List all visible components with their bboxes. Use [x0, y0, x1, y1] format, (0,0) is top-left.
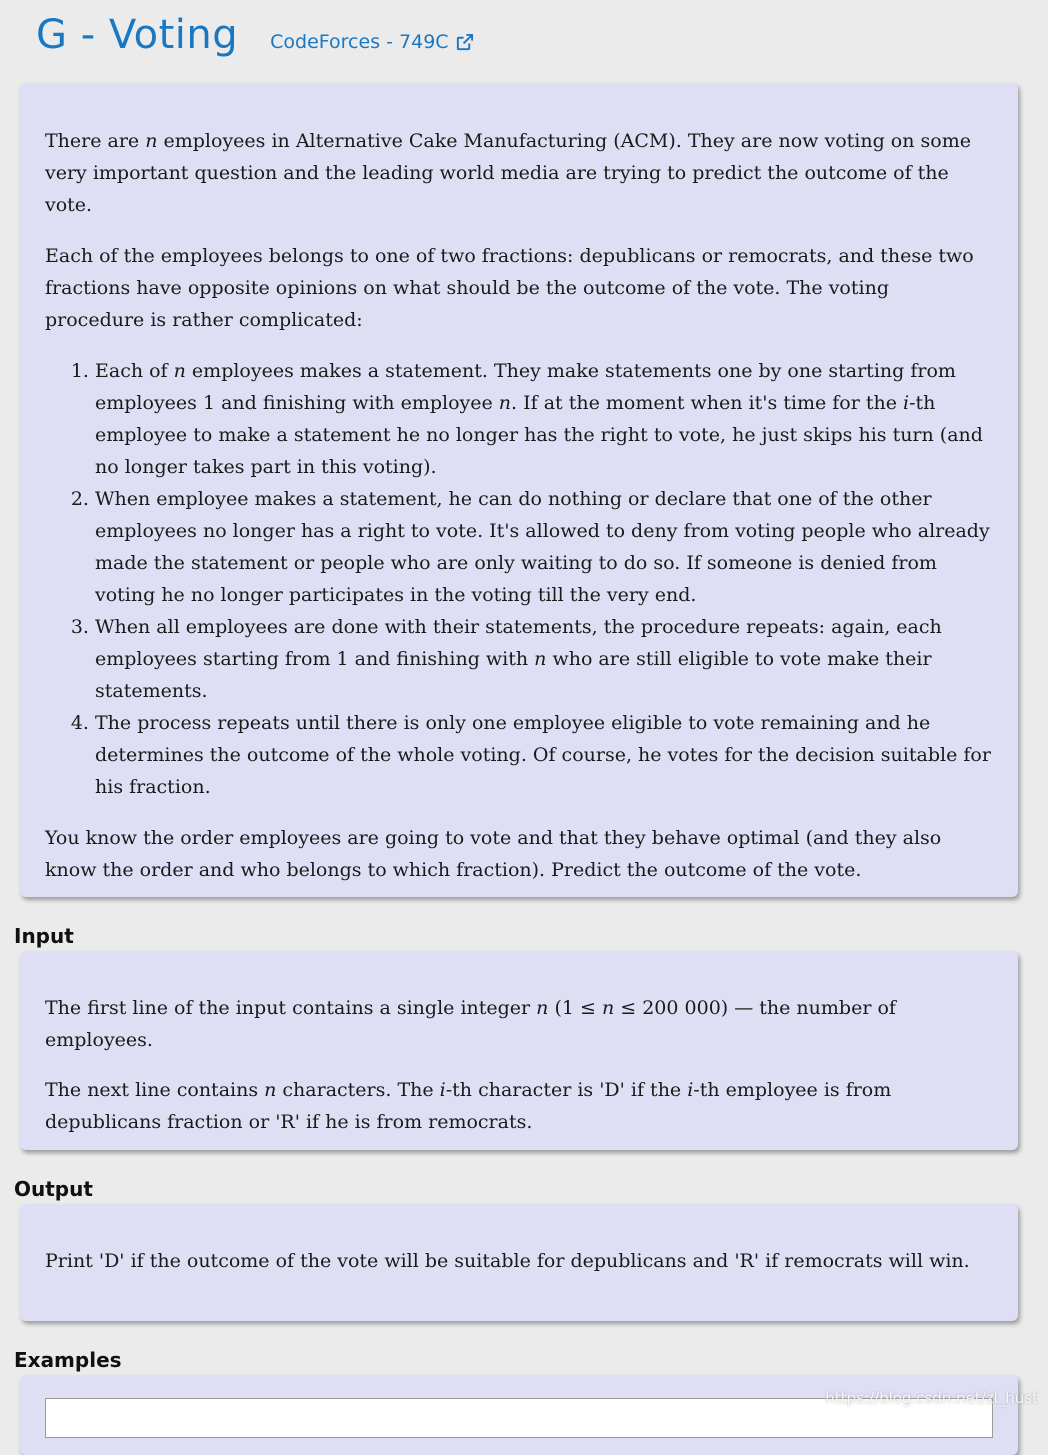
source-link[interactable] — [270, 31, 473, 53]
output-paragraph: Print 'D' if the outcome of the vote will be suitable for depublicans and 'R' if remocrats will win. — [45, 1250, 970, 1272]
examples-heading: Examples — [14, 1348, 122, 1372]
list-item: 4. The process repeats until there is only one employee eligible to vote remaining and he determines the outcome of the whole voting. Of course, he votes for the decision suitable for his fraction. — [95, 707, 994, 803]
output-heading: Output — [14, 1177, 93, 1201]
page-header — [36, 12, 474, 58]
watermark: https://blog.csdn.net/zl_hust — [825, 1389, 1038, 1407]
statement-paragraph-2: Each of the employees belongs to one of two fractions: depublicans or remocrats, and these two fractions have opposite opinions on what should be the outcome of the vote. The voting procedure is rather complicated: — [45, 245, 974, 331]
statement-paragraph-3: You know the order employees are going to vote and that they behave optimal (and they also know the order and who belongs to which fraction). Predict the outcome of the vote. — [45, 827, 942, 881]
external-link-icon — [455, 33, 474, 52]
input-paragraph-1: The first line of the input contains a single integer n (1 ≤ n ≤ 200 000) — the number of employees. — [45, 997, 896, 1051]
statement-paragraph-1: There are n employees in Alternative Cake Manufacturing (ACM). They are now voting on some very important question and the leading world media are trying to predict the outcome of the vote. — [45, 130, 971, 216]
list-item: 3. When all employees are done with their statements, the procedure repeats: again, each employees starting from 1 and finishing with n who are still eligible to vote make their statements. — [95, 611, 994, 707]
input-paragraph-2: The next line contains n characters. The i-th character is 'D' if the i-th employee is from depublicans fraction or 'R' if he is from remocrats. — [45, 1079, 892, 1133]
procedure-list — [45, 355, 994, 803]
problem-title: G - Voting — [36, 12, 239, 58]
list-item: 1. Each of n employees makes a statement. They make statements one by one starting from employees 1 and finishing with employee n. If at the moment when it's time for the i-th employee to make a statement he no longer has the right to vote, he just skips his turn (and no longer takes part in this voting). — [95, 355, 994, 483]
output-card — [20, 1204, 1018, 1321]
source-link-label: CodeForces - 749C — [270, 31, 449, 53]
statement-card — [20, 83, 1018, 897]
input-card — [20, 951, 1018, 1150]
list-item: 2. When employee makes a statement, he can do nothing or declare that one of the other employees no longer has a right to vote. It's allowed to deny from voting people who already made the statement or people who are only waiting to do so. If someone is denied from voting he no longer participates in the voting till the very end. — [95, 483, 994, 611]
input-heading: Input — [14, 924, 74, 948]
